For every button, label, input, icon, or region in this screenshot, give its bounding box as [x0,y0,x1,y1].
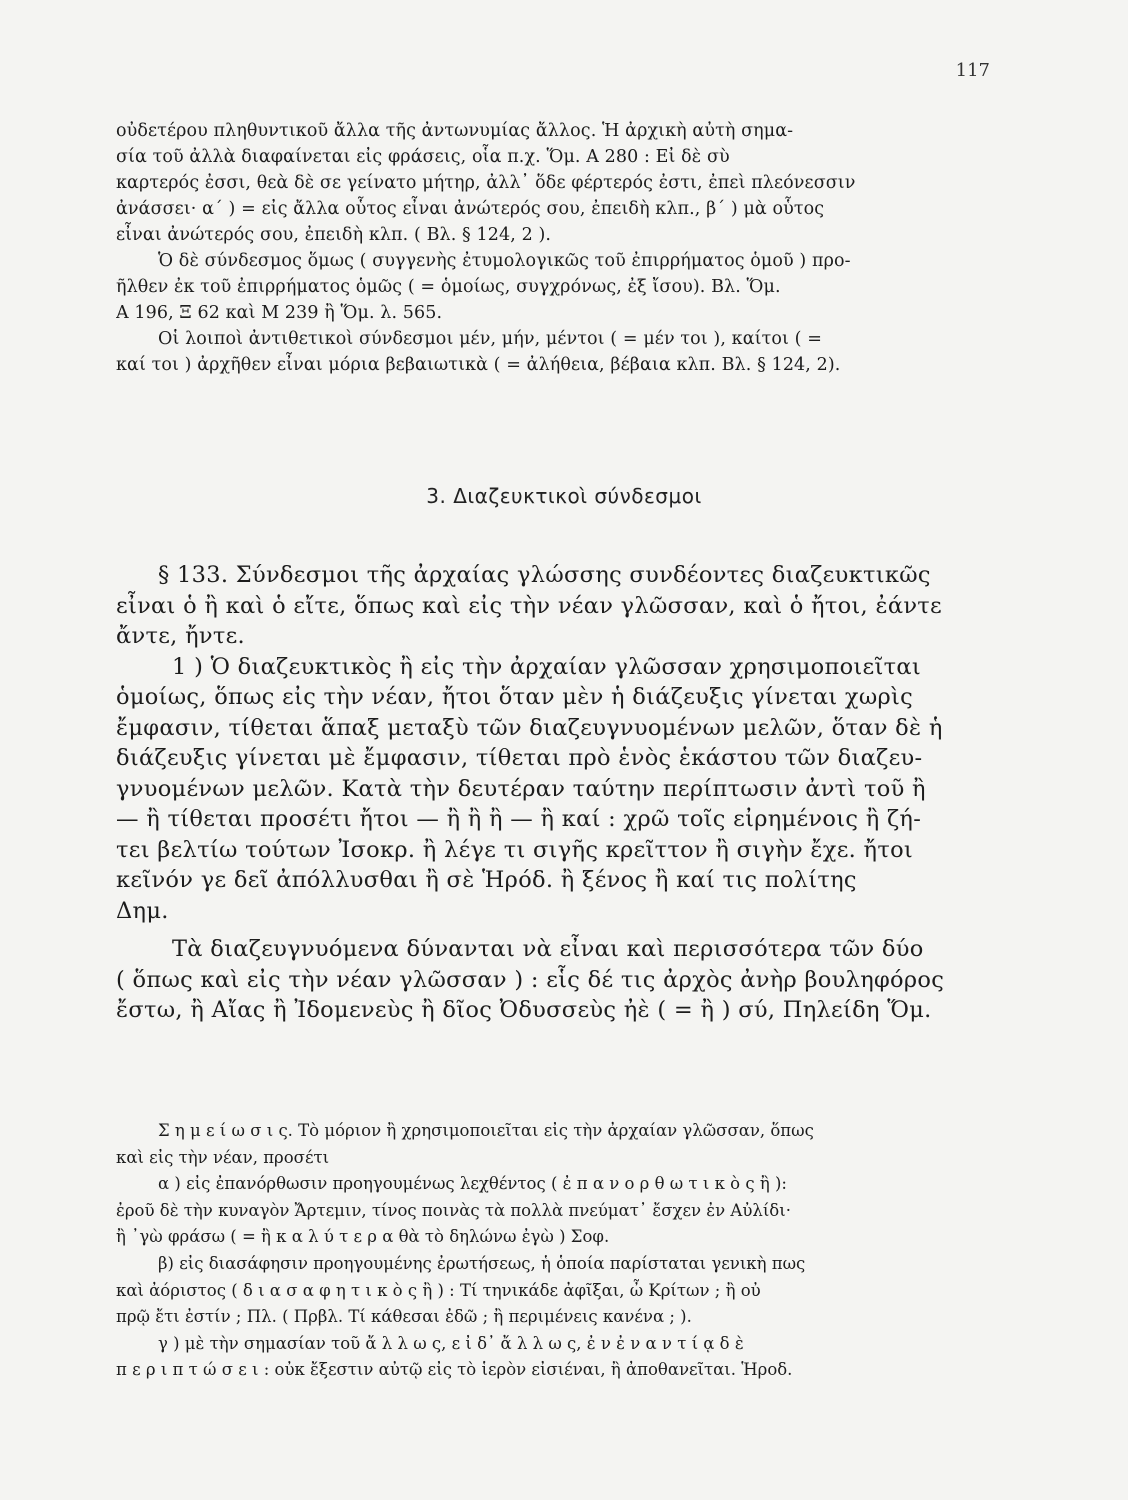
text-line: ἔστω, ἢ Αἴας ἢ Ἰδομενεὺς ἢ δῖος Ὀδυσσεὺς ἠὲ ( = ἢ ) σύ, Πηλείδη Ὅμ. [116,997,932,1023]
text-line: ἄντε, ἤντε. [116,623,245,649]
note-line: πρῷ ἔτι ἐστίν ; Πλ. ( Πρβλ. Τί κάθεσαι ἐδῶ ; ἢ περιμένεις κανένα ; ). [116,1307,692,1327]
text-line: ( ὅπως καὶ εἰς τὴν νέαν γλῶσσαν ) : εἷς δέ τις ἀρχὸς ἀνὴρ βουληφόρος [116,966,945,993]
text-line: εἶναι ἀνώτερός σου, ἐπειδὴ κλπ. ( Βλ. § 124, 2 ). [116,225,552,245]
note-line: π ε ρ ι π τ ώ σ ε ι : οὐκ ἔξεστιν αὐτῷ εἰς τὸ ἱερὸν εἰσιέναι, ἢ ἀποθανεῖται. Ἡροδ. [116,1360,793,1380]
text-line: τει βελτίω τούτων Ἰσοκρ. ἢ λέγε τι σιγῆς κρεῖττον ἢ σιγὴν ἔχε. ἤτοι [116,836,914,863]
text-line: ἀνάσσει· α΄ ) = εἰς ἄλλα οὗτος εἶναι ἀνώτερός σου, ἐπειδὴ κλπ., β΄ ) μὰ οὗτος [116,199,825,219]
note-line: γ ) μὲ τὴν σημασίαν τοῦ ἄ λ λ ω ς, ε ἰ δ᾽ ἄ λ λ ω ς, ἐ ν ἐ ν α ν τ ί ᾳ δ ὲ [158,1333,744,1353]
text-line: 1 ) Ὁ διαζευκτικὸς ἢ εἰς τὴν ἀρχαίαν γλῶσσαν χρησιμοποιεῖται [172,653,921,680]
text-line: οὐδετέρου πληθυντικοῦ ἄλλα τῆς ἀντωνυμίας ἄλλος. Ἡ ἀρχικὴ αὐτὴ σημα- [116,121,794,141]
paragraph-main [116,560,992,1026]
page-number: 117 [955,60,990,81]
text-line: σία τοῦ ἀλλὰ διαφαίνεται εἰς φράσεις, οἷα π.χ. Ὅμ. Α 280 : Εἰ δὲ σὺ [116,147,730,167]
text-line: § 133. Σύνδεσμοι τῆς ἀρχαίας γλώσσης συνδέοντες διαζευκτικῶς [158,562,931,588]
text-line: ῆλθεν ἐκ τοῦ ἐπιρρήματος ὁμῶς ( = ὁμοίως, συγχρόνως, ἐξ ἴσου). Βλ. Ὅμ. [116,277,781,297]
text-line: — ἢ τίθεται προσέτι ἤτοι — ἢ ἢ ἢ — ἢ καί : χρῶ τοῖς εἰρημένοις ἢ ζή- [116,806,922,832]
note-line: ἐροῦ δὲ τὴν κυναγὸν Ἄρτεμιν, τίνος ποινὰς τὰ πολλὰ πνεύματ᾽ ἔσχεν ἐν Αὐλίδι· [116,1200,791,1220]
text-line: Α 196, Ξ 62 καὶ Μ 239 ἢ Ὅμ. λ. 565. [116,303,443,323]
note-line: Σ η μ ε ί ω σ ι ς. Τὸ μόριον ἢ χρησιμοποιεῖται εἰς τὴν ἀρχαίαν γλῶσσαν, ὅπως [158,1121,814,1140]
paragraph-top [116,118,992,378]
text-line: ἔμφασιν, τίθεται ἅπαξ μεταξὺ τῶν διαζευγνυομένων μελῶν, ὅταν δὲ ἡ [116,714,943,741]
text-line: καρτερός ἐσσι, θεὰ δὲ σε γείνατο μήτηρ, ἀλλ᾽ ὅδε φέρτερός ἐστι, ἐπεὶ πλεόνεσσιν [116,173,856,193]
text-line: Ὁ δὲ σύνδεσμος ὅμως ( συγγενὴς ἐτυμολογικῶς τοῦ ἐπιρρήματος ὁμοῦ ) προ- [158,251,851,271]
note-line: α ) εἰς ἐπανόρθωσιν προηγουμένως λεχθέντος ( ἐ π α ν ο ρ θ ω τ ι κ ὸ ς ἢ ): [158,1174,787,1194]
text-line: Τὰ διαζευγνυόμενα δύνανται νὰ εἶναι καὶ περισσότερα τῶν δύο [172,936,924,962]
text-line: Δημ. [116,897,169,924]
notes-block [116,1118,992,1384]
text-line: εἶναι ὁ ἢ καὶ ὁ εἴτε, ὅπως καὶ εἰς τὴν νέαν γλῶσσαν, καὶ ὁ ἤτοι, ἐάντε [116,592,943,619]
text-line: κεῖνόν γε δεῖ ἀπόλλυσθαι ἢ σὲ Ἡρόδ. ἢ ξένος ἢ καί τις πολίτης [116,867,857,893]
text-line: ὁμοίως, ὅπως εἰς τὴν νέαν, ἤτοι ὅταν μὲν ἡ διάζευξις γίνεται χωρὶς [116,684,914,710]
section-heading: 3. Διαζευκτικοὶ σύνδεσμοι [426,484,702,508]
note-line: β) εἰς διασάφησιν προηγουμένης ἐρωτήσεως, ἡ ὁποία παρίσταται γενικὴ πως [158,1253,806,1273]
note-line: καὶ ἀόριστος ( δ ι α σ α φ η τ ι κ ὸ ς ἢ ) : Τί τηνικάδε ἀφῖξαι, ὦ Κρίτων ; ἢ οὐ [116,1280,761,1300]
note-line: ἢ ᾽γὼ φράσω ( = ἢ κ α λ ύ τ ε ρ α θὰ τὸ δηλώνω ἐγὼ ) Σοφ. [116,1227,610,1247]
note-line: καὶ εἰς τὴν νέαν, προσέτι [116,1147,330,1167]
text-line: γνυομένων μελῶν. Κατὰ τὴν δευτέραν ταύτην περίπτωσιν ἀντὶ τοῦ ἢ [116,775,926,802]
text-line: καί τοι ) ἀρχῆθεν εἶναι μόρια βεβαιωτικὰ ( = ἀλήθεια, βέβαια κλπ. Βλ. § 124, 2). [116,355,841,375]
text-line: διάζευξις γίνεται μὲ ἔμφασιν, τίθεται πρὸ ἑνὸς ἑκάστου τῶν διαζευ- [116,745,923,771]
text-line: Οἱ λοιποὶ ἀντιθετικοὶ σύνδεσμοι μέν, μήν, μέντοι ( = μέν τοι ), καίτοι ( = [158,329,822,349]
